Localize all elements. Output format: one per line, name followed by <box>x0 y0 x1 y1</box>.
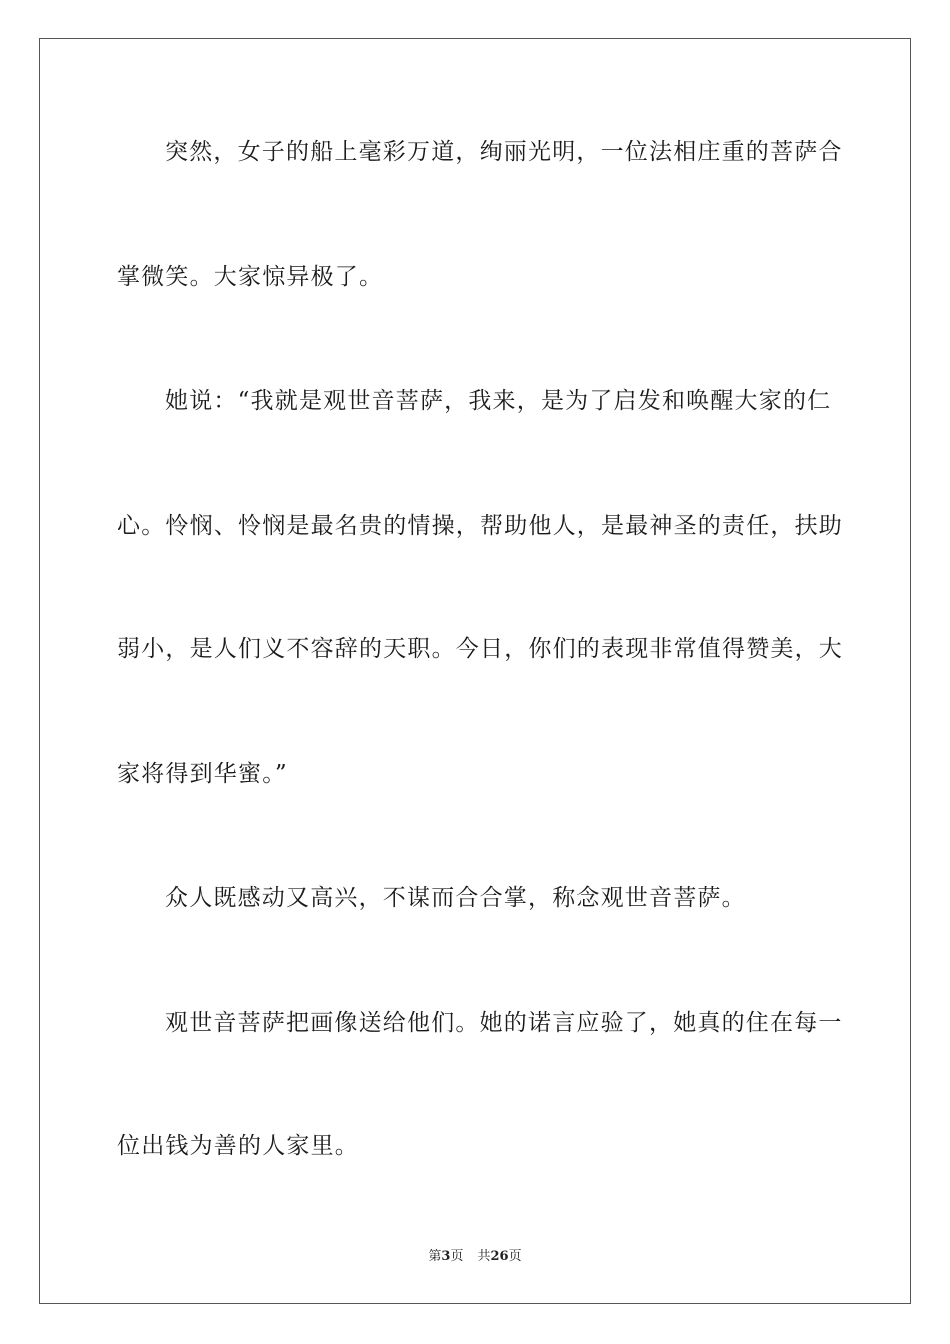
paragraph-2-line-4: 家将得到华蜜。” <box>117 761 288 787</box>
footer-total-pages: 26 <box>490 1249 509 1264</box>
page-footer <box>0 1248 950 1266</box>
footer-page-suffix: 页 <box>450 1249 464 1264</box>
footer-total-prefix: 共 <box>477 1249 491 1264</box>
footer-total-suffix: 页 <box>508 1249 522 1264</box>
footer-page-number: 3 <box>441 1249 451 1264</box>
page-border <box>39 38 911 1304</box>
paragraph-4-line-1: 观世音菩萨把画像送给他们。她的诺言应验了，她真的住在每一 <box>165 1010 843 1036</box>
paragraph-4-line-2: 位出钱为善的人家里。 <box>117 1133 359 1159</box>
paragraph-1-line-1: 突然，女子的船上毫彩万道，绚丽光明，一位法相庄重的菩萨合 <box>165 139 843 165</box>
paragraph-3-line-1: 众人既感动又高兴，不谋而合合掌，称念观世音菩萨。 <box>165 885 746 911</box>
paragraph-1-line-2: 掌微笑。大家惊异极了。 <box>117 264 384 290</box>
footer-page-prefix: 第 <box>428 1249 442 1264</box>
paragraph-2-line-2: 心。怜悯、怜悯是最名贵的情操，帮助他人，是最神圣的责任，扶助 <box>117 513 843 539</box>
paragraph-2-line-1: 她说：“我就是观世音菩萨，我来，是为了启发和唤醒大家的仁 <box>165 388 832 414</box>
paragraph-2-line-3: 弱小，是人们义不容辞的天职。今日，你们的表现非常值得赞美，大 <box>117 636 843 662</box>
